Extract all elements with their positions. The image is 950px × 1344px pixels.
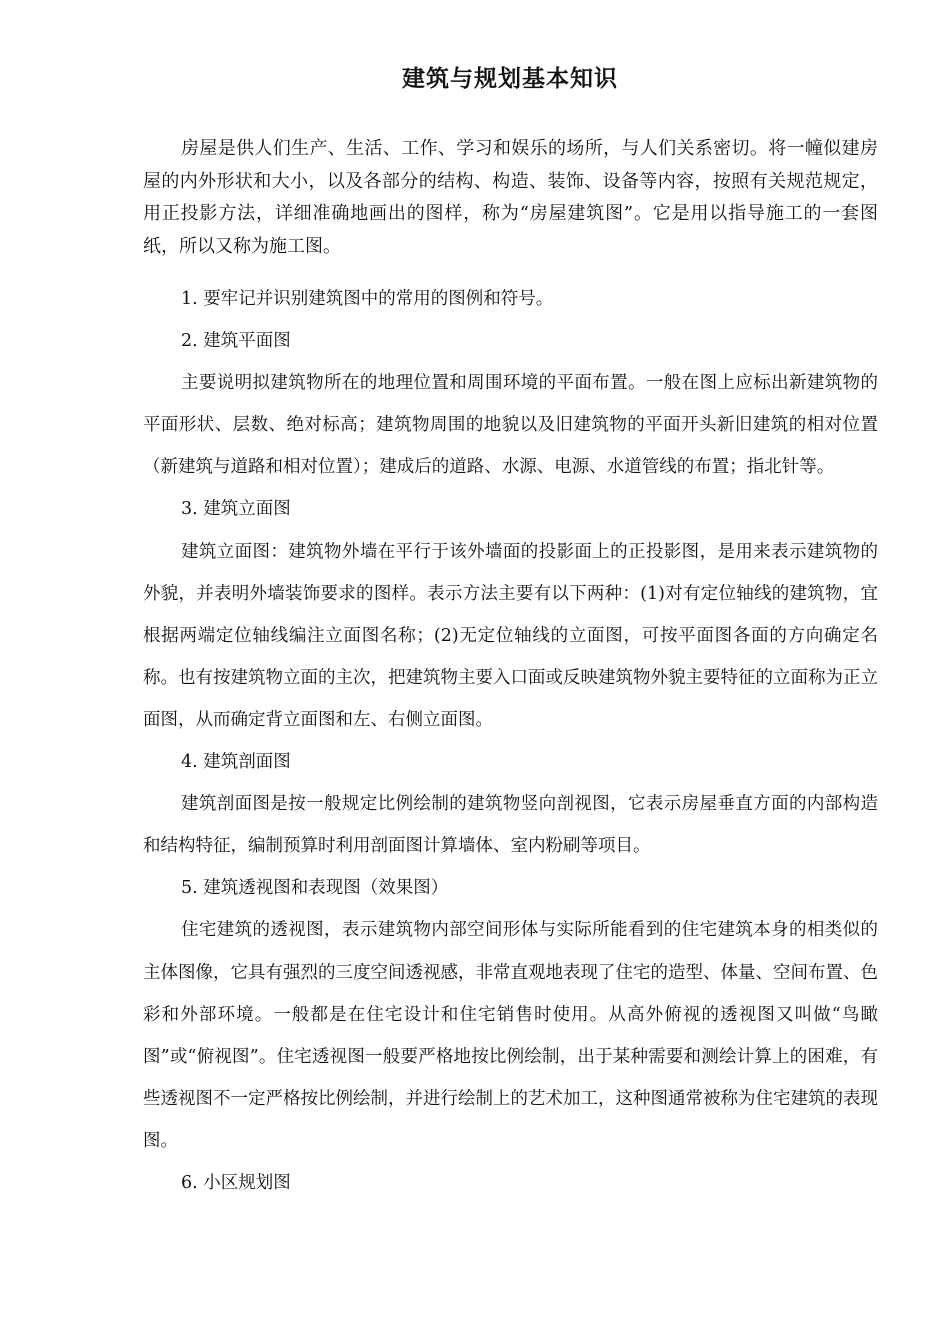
section-heading-6: 6. 小区规划图 xyxy=(181,1172,291,1193)
section-paragraph-4: 建筑剖面图是按一般规定比例绘制的建筑物竖向剖视图，它表示房屋垂直方面的内部构造和结构特征，编制预算时利用剖面图计算墙体、室内粉刷等项目。 xyxy=(143,794,878,857)
section-paragraph-5: 住宅建筑的透视图，表示建筑物内部空间形体与实际所能看到的住宅建筑本身的相类似的主体图像，它具有强烈的三度空间透视感，非常直观地表现了住宅的造型、体量、空间布置、色彩和外部环境。一般都是在住宅设计和住宅销售时使用。从高外俯视的透视图又叫做“鸟瞰图”或“俯视图”。住宅透视图一般要严格地按比例绘制，出于某种需要和测绘计算上的困难，有些透视图不一定严格按比例绘制，并进行绘制上的艺术加工，这种图通常被称为住宅建筑的表现图。 xyxy=(143,920,878,1151)
section-heading-4: 4. 建筑剖面图 xyxy=(181,752,291,773)
section-heading-3: 3. 建筑立面图 xyxy=(181,499,291,520)
section-paragraph-2: 主要说明拟建筑物所在的地理位置和周围环境的平面布置。一般在图上应标出新建筑物的平面形状、层数、绝对标高；建筑物周围的地貌以及旧建筑物的平面开头新旧建筑的相对位置（新建筑与道路和相对位置）；建成后的道路、水源、电源、水道管线的布置；指北针等。 xyxy=(143,373,878,478)
intro-paragraph: 房屋是供人们生产、生活、工作、学习和娱乐的场所，与人们关系密切。将一幢似建房屋的内外形状和大小，以及各部分的结构、构造、装饰、设备等内容，按照有关规范规定，用正投影方法，详细准确地画出的图样，称为“房屋建筑图”。它是用以指导施工的一套图纸，所以又称为施工图。 xyxy=(143,138,878,257)
document-title: 建筑与规划基本知识 xyxy=(402,66,618,92)
document-body xyxy=(143,278,878,1204)
section-heading-1: 1. 要牢记并识别建筑图中的常用的图例和符号。 xyxy=(181,289,554,309)
section-heading-5: 5. 建筑透视图和表现图（效果图） xyxy=(181,878,449,899)
section-paragraph-3: 建筑立面图：建筑物外墙在平行于该外墙面的投影面上的正投影图，是用来表示建筑物的外貌，并表明外墙装饰要求的图样。表示方法主要有以下两种：(1)对有定位轴线的建筑物，宜根据两端定位轴线编注立面图名称；(2)无定位轴线的立面图，可按平面图各面的方向确定名称。也有按建筑物立面的主次，把建筑物主要入口面或反映建筑物外貌主要特征的立面称为正立面图，从而确定背立面图和左、右侧立面图。 xyxy=(143,541,878,730)
section-heading-2: 2. 建筑平面图 xyxy=(181,331,291,352)
